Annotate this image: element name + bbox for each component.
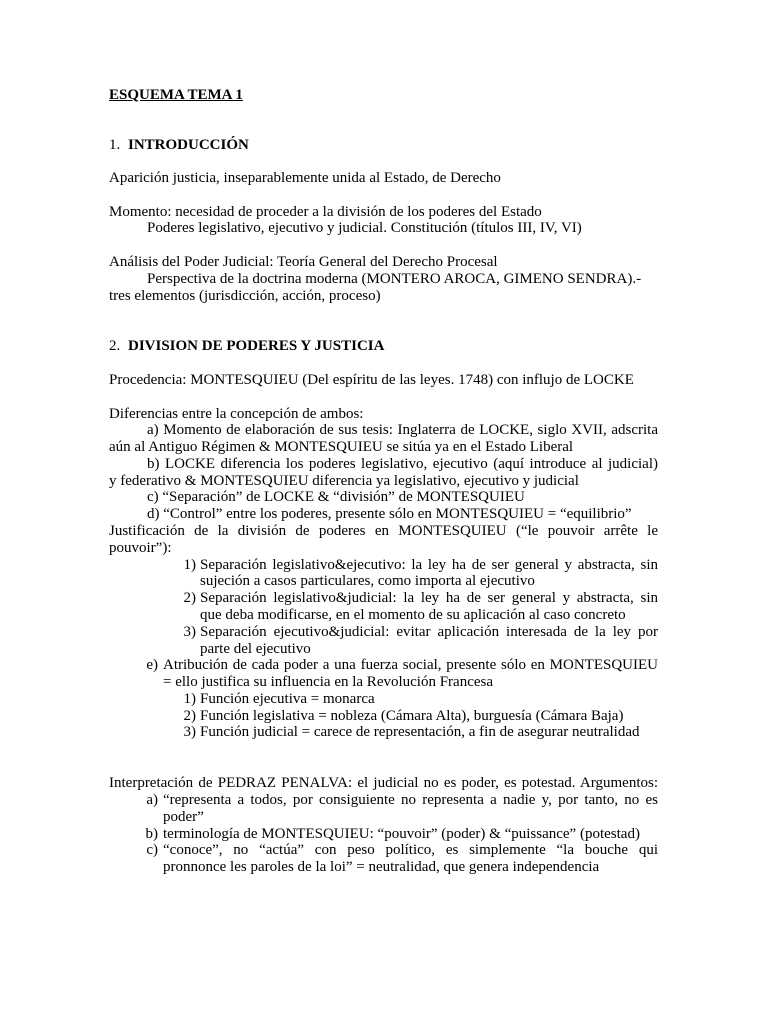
list-item-b-cont: y federativo & MONTESQUIEU diferencia ya legislativo, ejecutivo y judicial: [109, 473, 579, 489]
sublist-number: 3): [183, 624, 196, 640]
list-item-a: a) Momento de elaboración de sus tesis: Inglaterra de LOCKE, siglo XVII, adscrita: [147, 422, 658, 438]
sublist-item: Función legislativa = nobleza (Cámara Alta), burguesía (Cámara Baja): [200, 708, 624, 724]
paragraph-text: Análisis del Poder Judicial: Teoría General del Derecho Procesal: [109, 254, 498, 270]
sublist-number: 2): [183, 708, 196, 724]
paragraph-text: Procedencia: MONTESQUIEU (Del espíritu de las leyes. 1748) con influjo de LOCKE: [109, 372, 634, 388]
paragraph-text: Diferencias entre la concepción de ambos:: [109, 406, 364, 422]
sublist-number: 2): [183, 590, 196, 606]
argument-item-cont: pronnonce les paroles de la loi” = neutralidad, que genera independencia: [163, 859, 600, 875]
paragraph-text: Perspectiva de la doctrina moderna (MONTERO AROCA, GIMENO SENDRA).-: [147, 271, 642, 287]
sublist-item: Separación ejecutivo&judicial: evitar aplicación interesada de la ley por: [200, 624, 658, 640]
section-2-heading: DIVISION DE PODERES Y JUSTICIA: [128, 338, 385, 354]
argument-item-cont: poder”: [163, 809, 204, 825]
list-item-e-label: e): [146, 657, 158, 673]
list-item-e-cont: = ello justifica su influencia en la Revolución Francesa: [163, 674, 494, 690]
paragraph-text: tres elementos (jurisdicción, acción, proceso): [109, 288, 381, 304]
sublist-item: Separación legislativo&judicial: la ley ha de ser general y abstracta, sin: [200, 590, 658, 606]
paragraph-text: Aparición justicia, inseparablemente unida al Estado, de Derecho: [109, 170, 501, 186]
list-item-d: d) “Control” entre los poderes, presente sólo en MONTESQUIEU = “equilibrio”: [147, 506, 632, 522]
argument-item: terminología de MONTESQUIEU: “pouvoir” (poder) & “puissance” (potestad): [163, 826, 640, 842]
sublist-item-cont: parte del ejecutivo: [200, 641, 311, 657]
sublist-item: Función judicial = carece de representación, a fin de asegurar neutralidad: [200, 724, 640, 740]
paragraph-text: pouvoir”):: [109, 540, 172, 556]
list-item-c: c) “Separación” de LOCKE & “división” de MONTESQUIEU: [147, 489, 525, 505]
sublist-item: Función ejecutiva = monarca: [200, 691, 375, 707]
sublist-number: 1): [183, 557, 196, 573]
argument-item: “conoce”, no “actúa” con peso político, es simplemente “la bouche qui: [163, 842, 658, 858]
document-title: ESQUEMA TEMA 1: [109, 87, 243, 103]
argument-item: “representa a todos, por consiguiente no representa a nadie y, por tanto, no es: [163, 792, 658, 808]
section-2-number: 2.: [109, 338, 121, 354]
section-1-heading: INTRODUCCIÓN: [128, 137, 249, 153]
sublist-number: 3): [183, 724, 196, 740]
sublist-item-cont: sujeción a casos particulares, como importa al ejecutivo: [200, 573, 535, 589]
argument-label: a): [146, 792, 158, 808]
paragraph-text: Justificación de la división de poderes en MONTESQUIEU (“le pouvoir arrête le: [109, 523, 658, 539]
argument-label: c): [146, 842, 158, 858]
sublist-number: 1): [183, 691, 196, 707]
section-1-number: 1.: [109, 137, 121, 153]
sublist-item-cont: que deba modificarse, en el momento de su aplicación al caso concreto: [200, 607, 626, 623]
paragraph-text: Poderes legislativo, ejecutivo y judicial. Constitución (títulos III, IV, VI): [147, 220, 582, 236]
argument-label: b): [145, 826, 158, 842]
paragraph-text: Interpretación de PEDRAZ PENALVA: el judicial no es poder, es potestad. Argumentos:: [109, 775, 658, 791]
list-item-a-cont: aún al Antiguo Régimen & MONTESQUIEU se sitúa ya en el Estado Liberal: [109, 439, 574, 455]
list-item-e: Atribución de cada poder a una fuerza social, presente sólo en MONTESQUIEU: [163, 657, 658, 673]
sublist-item: Separación legislativo&ejecutivo: la ley ha de ser general y abstracta, sin: [200, 557, 658, 573]
list-item-b: b) LOCKE diferencia los poderes legislativo, ejecutivo (aquí introduce al judicial): [147, 456, 658, 472]
paragraph-text: Momento: necesidad de proceder a la división de los poderes del Estado: [109, 204, 542, 220]
